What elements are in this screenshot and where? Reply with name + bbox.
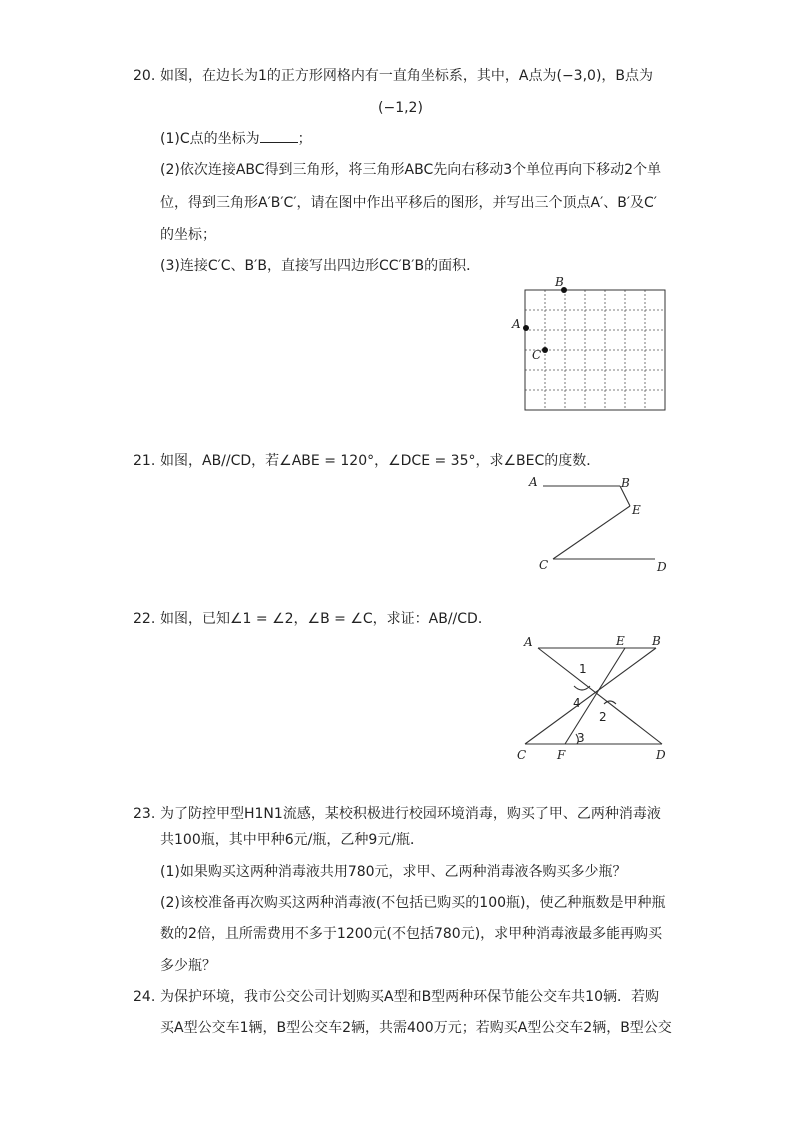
q23-part2-line2: 数的2倍，且所需费用不多于1200元(不包括780元)，求甲种消毒液最多能再购买 — [160, 926, 663, 942]
q22-stem: 如图，已知∠1 = ∠2，∠B = ∠C，求证：AB//CD． — [160, 611, 492, 627]
point-a — [523, 325, 529, 331]
label-b: B — [652, 634, 661, 648]
label-a: A — [512, 317, 521, 331]
q22-number: 22. — [133, 611, 156, 627]
answer-blank — [260, 130, 298, 143]
q23-part1: (1)如果购买这两种消毒液共用780元，求甲、乙两种消毒液各购买多少瓶？ — [160, 864, 627, 880]
label-c: C — [517, 748, 527, 762]
q20-part1-text: (1)C点的坐标为 — [160, 131, 260, 147]
q20-part2-line2: 位，得到三角形A′B′C′，请在图中作出平移后的图形，并写出三个顶点A′、B′及C′ — [160, 195, 657, 211]
label-c: C — [539, 558, 549, 572]
q20-part1 — [160, 129, 312, 149]
label-e: E — [632, 503, 641, 517]
q20-part3: (3)连接C′C、B′B，直接写出四边形CC′B′B的面积． — [160, 258, 481, 274]
q21-stem: 如图，AB//CD，若∠ABE = 120°，∠DCE = 35°，求∠BEC的度数． — [160, 453, 601, 469]
angle-2-label: 2 — [599, 710, 607, 724]
label-c: C — [532, 348, 542, 362]
label-e: E — [616, 634, 625, 648]
q23-line2: 共100瓶，其中甲种6元/瓶，乙种9元/瓶． — [160, 832, 424, 848]
label-a: A — [524, 635, 533, 649]
q20-number: 20. — [133, 68, 156, 84]
label-d: D — [657, 560, 667, 574]
q21-number: 21. — [133, 453, 156, 469]
angle-3-label: 3 — [577, 731, 585, 745]
q23-part2-line3: 多少瓶？ — [160, 958, 216, 974]
angle-1-label: 1 — [579, 662, 587, 676]
q20-stem-coordinate: (−1,2) — [378, 100, 423, 116]
q23-part2-line1: (2)该校准备再次购买这两种消毒液(不包括已购买的100瓶)，使乙种瓶数是甲种瓶 — [160, 895, 666, 911]
q24-line1: 为保护环境，我市公交公司计划购买A型和B型两种环保节能公交车共10辆．若购 — [160, 989, 659, 1005]
label-d: D — [656, 748, 666, 762]
angle-4-label: 4 — [573, 696, 581, 710]
q24-line2: 买A型公交车1辆，B型公交车2辆，共需400万元；若购买A型公交车2辆，B型公交 — [160, 1020, 672, 1036]
q20-part2-line1: (2)依次连接ABC得到三角形，将三角形ABC先向右移动3个单位再向下移动2个单 — [160, 162, 662, 178]
label-f: F — [557, 748, 566, 762]
q23-line1: 为了防控甲型H1N1流感，某校积极进行校园环境消毒，购买了甲、乙两种消毒液 — [160, 806, 661, 822]
q21-figure — [525, 470, 675, 580]
q20-part1-end: ； — [297, 131, 312, 147]
point-c — [542, 347, 548, 353]
label-b: B — [555, 275, 564, 289]
label-b: B — [621, 476, 630, 490]
q23-number: 23. — [133, 806, 156, 822]
q20-grid-figure — [505, 272, 675, 417]
q20-stem: 如图，在边长为1的正方形网格内有一直角坐标系，其中，A点为(−3,0)，B点为 — [160, 68, 654, 84]
q22-figure — [510, 628, 675, 768]
label-a: A — [529, 475, 538, 489]
q24-number: 24. — [133, 989, 156, 1005]
q20-part2-line3: 的坐标； — [160, 227, 216, 243]
